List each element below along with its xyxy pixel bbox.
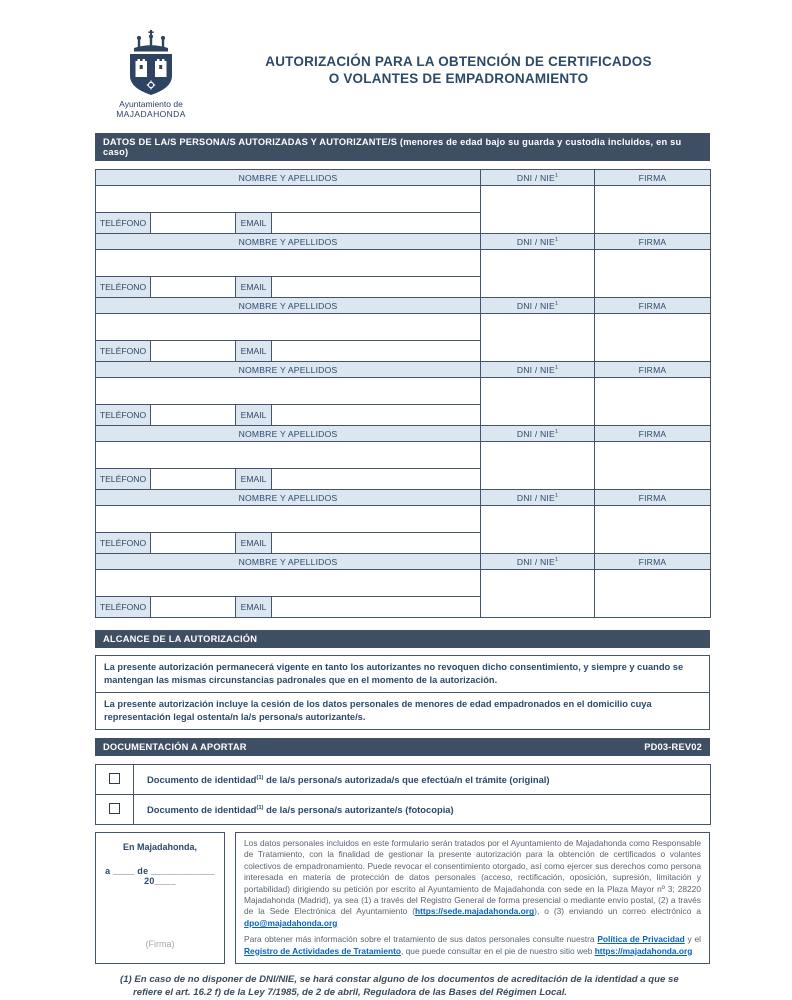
email-input-cell[interactable] — [272, 533, 481, 554]
dni-input-cell[interactable] — [481, 250, 595, 298]
telefono-input-cell[interactable] — [151, 533, 236, 554]
firma-input-cell[interactable] — [595, 186, 711, 234]
persons-table — [95, 169, 711, 618]
column-header-nombre-apellidos: NOMBRE Y APELLIDOS — [96, 490, 481, 506]
document-item-row — [96, 795, 711, 825]
email-input-cell[interactable] — [272, 213, 481, 234]
hyperlink[interactable]: Registro de Actividades de Tratamiento — [244, 945, 401, 956]
telefono-input-cell[interactable] — [151, 405, 236, 426]
telefono-label: TELÉFONO — [96, 213, 151, 234]
footnote-reference: 1 — [554, 492, 559, 499]
dni-input-cell[interactable] — [481, 570, 595, 618]
footnote-reference: 1 — [554, 300, 559, 307]
footnote-1: (1) En caso de no disponer de DNI/NIE, se hará constar alguno de los documentos de acreditación de la identidad a que se refiere el art. 16.2 f) de la Ley 7/1985, de 2 de abril, Reguladora de las Bases del Régimen Local. — [120, 974, 679, 999]
hyperlink[interactable]: https://sede.majadahonda.org — [415, 906, 535, 917]
column-header-nombre-apellidos: NOMBRE Y APELLIDOS — [96, 234, 481, 250]
section-header-documentacion — [95, 738, 710, 756]
footnote-reference: 1 — [554, 364, 559, 371]
footnote-reference: (1) — [256, 804, 264, 811]
section-header-datos — [95, 133, 710, 161]
nombre-input-cell[interactable] — [96, 186, 481, 213]
logo-caption-line2: MAJADAHONDA — [116, 109, 186, 119]
column-header-firma: FIRMA — [595, 170, 711, 186]
title-line-1: AUTORIZACIÓN PARA LA OBTENCIÓN DE CERTIFICADOS — [265, 54, 652, 69]
column-header-firma: FIRMA — [595, 490, 711, 506]
email-label: EMAIL — [236, 405, 272, 426]
dni-input-cell[interactable] — [481, 442, 595, 490]
telefono-label: TELÉFONO — [96, 277, 151, 298]
logo-caption-line1: Ayuntamiento de — [119, 99, 183, 109]
nombre-input-cell[interactable] — [96, 378, 481, 405]
firma-input-cell[interactable] — [595, 378, 711, 426]
privacy-paragraph-2: Para obtener más información sobre el tratamiento de sus datos personales consulte nuestra Política de Privacidad y el Registro de Actividades de Tratamiento, que puede consultar en el pie de nuestro sitio web https://majadahonda.org — [244, 934, 701, 956]
document-item-label: Documento de identidad$^{(1)}$ de la/s persona/s autorizada/s que efectúa/n el trámite (original) — [134, 765, 711, 795]
dni-input-cell[interactable] — [481, 506, 595, 554]
telefono-label: TELÉFONO — [96, 533, 151, 554]
column-header-dni-nie: DNI / NIE$^1$ — [481, 426, 595, 442]
column-header-firma: FIRMA — [595, 426, 711, 442]
privacy-paragraph-1: Los datos personales incluidos en este formulario serán tratados por el Ayuntamiento de Majadahonda como Responsable de Tratamiento, con la finalidad de gestionar la presente autorización para la obtención de certificados o volantes colectivos de empadronamiento. Puede revocar el consentimiento otorgado, así como ejercer sus derechos como persona interesada en materia de protección de datos personales (acceso, rectificación, oposición, supresión, limitación y portabilidad) dirigiendo su petición por escrito al Ayuntamiento de Majadahonda con sede en la Plaza Mayor nº 3; 28220 Majadahonda (Madrid), ya sea (1) a través del Registro General de forma presencial o mediante envío postal, (2) a través de la Sede Electrónica del Ayuntamiento (https://sede.majadahonda.org), o (3) enviando un correo electrónico a dpo@majadahonda.org — [244, 838, 701, 928]
email-input-cell[interactable] — [272, 405, 481, 426]
email-input-cell[interactable] — [272, 597, 481, 618]
column-header-firma: FIRMA — [595, 554, 711, 570]
dni-input-cell[interactable] — [481, 314, 595, 362]
dni-input-cell[interactable] — [481, 378, 595, 426]
persons-table-body — [96, 170, 711, 618]
firma-input-cell[interactable] — [595, 506, 711, 554]
documents-table — [95, 764, 711, 825]
nombre-input-cell[interactable] — [96, 314, 481, 341]
telefono-input-cell[interactable] — [151, 341, 236, 362]
telefono-input-cell[interactable] — [151, 277, 236, 298]
nombre-input-cell[interactable] — [96, 506, 481, 533]
hyperlink[interactable]: https://majadahonda.org — [594, 945, 693, 956]
footnote-reference: 1 — [554, 172, 559, 179]
nombre-input-cell[interactable] — [96, 250, 481, 277]
footnote-reference: 1 — [554, 428, 559, 435]
footnote-reference: 1 — [554, 236, 559, 243]
footnote-reference: (1) — [256, 774, 264, 781]
municipality-logo — [95, 30, 207, 122]
email-label: EMAIL — [236, 277, 272, 298]
nombre-input-cell[interactable] — [96, 442, 481, 469]
telefono-input-cell[interactable] — [151, 597, 236, 618]
signature-date-line[interactable]: a ____ de ____________ 20____ — [105, 866, 215, 886]
document-checkbox[interactable] — [109, 773, 120, 784]
firma-input-cell[interactable] — [595, 570, 711, 618]
documents-table-body — [96, 765, 711, 825]
column-header-dni-nie: DNI / NIE$^1$ — [481, 362, 595, 378]
column-header-nombre-apellidos: NOMBRE Y APELLIDOS — [96, 298, 481, 314]
page-title — [207, 30, 710, 122]
column-header-dni-nie: DNI / NIE$^1$ — [481, 234, 595, 250]
email-label: EMAIL — [236, 597, 272, 618]
majadahonda-crest-icon — [126, 30, 176, 96]
signature-firma-label: (Firma) — [145, 939, 175, 950]
column-header-dni-nie: DNI / NIE$^1$ — [481, 170, 595, 186]
email-label: EMAIL — [236, 469, 272, 490]
alcance-paragraph-1: La presente autorización permanecerá vigente en tanto los autorizantes no revoquen dicho consentimiento, y siempre y cuando se mantengan las mismas circunstancias padronales que en el momento de la autorización. — [104, 662, 684, 685]
document-item-row — [96, 765, 711, 795]
telefono-input-cell[interactable] — [151, 469, 236, 490]
column-header-dni-nie: DNI / NIE$^1$ — [481, 298, 595, 314]
privacy-notice-box — [235, 832, 710, 964]
column-header-nombre-apellidos: NOMBRE Y APELLIDOS — [96, 362, 481, 378]
firma-input-cell[interactable] — [595, 442, 711, 490]
column-header-dni-nie: DNI / NIE$^1$ — [481, 554, 595, 570]
hyperlink[interactable]: dpo@majadahonda.org — [244, 917, 338, 928]
email-label: EMAIL — [236, 341, 272, 362]
column-header-firma: FIRMA — [595, 298, 711, 314]
document-header — [95, 30, 710, 122]
checkbox-cell — [96, 765, 134, 795]
hyperlink[interactable]: Política de Privacidad — [597, 934, 685, 945]
signature-box[interactable] — [95, 832, 225, 964]
firma-input-cell[interactable] — [595, 250, 711, 298]
column-header-nombre-apellidos: NOMBRE Y APELLIDOS — [96, 426, 481, 442]
section-title-alcance: ALCANCE DE LA AUTORIZACIÓN — [103, 634, 258, 644]
email-label: EMAIL — [236, 213, 272, 234]
section-header-alcance — [95, 630, 710, 648]
email-input-cell[interactable] — [272, 341, 481, 362]
email-label: EMAIL — [236, 533, 272, 554]
section-title-datos: DATOS DE LA/S PERSONA/S AUTORIZADAS Y AUTORIZANTE/S (menores de edad bajo su guarda y custodia incluidos, en su caso) — [103, 137, 682, 157]
section-title-documentacion: DOCUMENTACIÓN A APORTAR — [103, 742, 247, 752]
footnote-reference: 1 — [554, 556, 559, 563]
email-input-cell[interactable] — [272, 277, 481, 298]
column-header-nombre-apellidos: NOMBRE Y APELLIDOS — [96, 170, 481, 186]
column-header-firma: FIRMA — [595, 234, 711, 250]
firma-input-cell[interactable] — [595, 314, 711, 362]
telefono-label: TELÉFONO — [96, 405, 151, 426]
telefono-input-cell[interactable] — [151, 213, 236, 234]
column-header-dni-nie: DNI / NIE$^1$ — [481, 490, 595, 506]
nombre-input-cell[interactable] — [96, 570, 481, 597]
column-header-firma: FIRMA — [595, 362, 711, 378]
dni-input-cell[interactable] — [481, 186, 595, 234]
title-line-2: O VOLANTES DE EMPADRONAMIENTO — [328, 70, 589, 86]
telefono-label: TELÉFONO — [96, 597, 151, 618]
alcance-text-box — [95, 655, 710, 730]
document-item-label: Documento de identidad$^{(1)}$ de la/s persona/s autorizante/s (fotocopia) — [134, 795, 711, 825]
form-revision-code: PD03-REV02 — [644, 742, 702, 752]
telefono-label: TELÉFONO — [96, 341, 151, 362]
checkbox-cell — [96, 795, 134, 825]
email-input-cell[interactable] — [272, 469, 481, 490]
alcance-paragraph-2: La presente autorización incluye la cesión de los datos personales de menores de edad empadronados en el domicilio cuya representación legal ostenta/n la/s persona/s autorizante/s. — [96, 692, 709, 729]
telefono-label: TELÉFONO — [96, 469, 151, 490]
signature-city-line: En Majadahonda, — [122, 842, 197, 852]
document-checkbox[interactable] — [109, 803, 120, 814]
bottom-section — [95, 832, 710, 964]
column-header-nombre-apellidos: NOMBRE Y APELLIDOS — [96, 554, 481, 570]
